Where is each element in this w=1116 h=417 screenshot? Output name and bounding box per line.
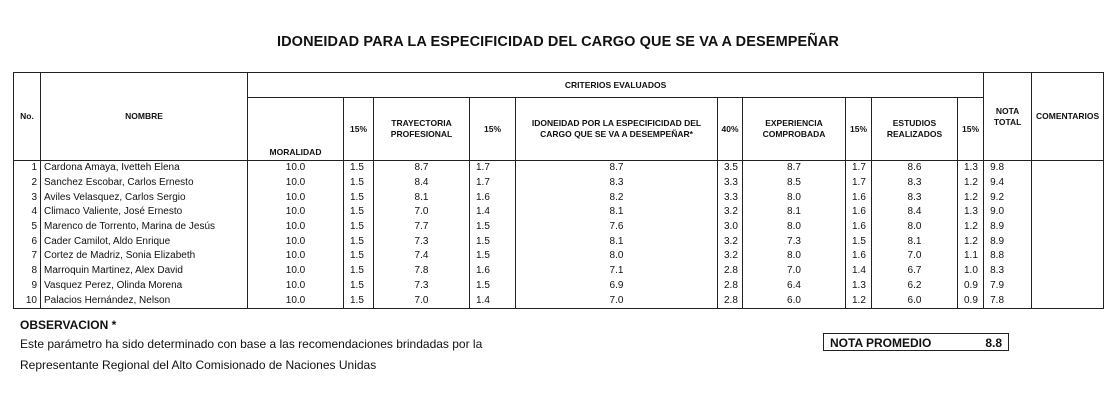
score-trayectoria: 7.3: [374, 234, 470, 249]
candidate-name: Aviles Velasquez, Carlos Sergio: [41, 190, 248, 205]
weighted-trayectoria: 1.6: [470, 190, 516, 205]
score-moralidad: 10.0: [248, 190, 344, 205]
weighted-estudios: 0.9: [958, 279, 984, 294]
score-moralidad: 10.0: [248, 293, 344, 308]
weighted-estudios: 1.0: [958, 264, 984, 279]
weighted-moralidad: 1.5: [344, 161, 374, 176]
row-number: 8: [14, 264, 41, 279]
score-moralidad: 10.0: [248, 161, 344, 176]
score-estudios: 6.7: [872, 264, 958, 279]
score-experiencia: 7.0: [743, 264, 846, 279]
nota-total: 9.8: [984, 161, 1032, 176]
header-nombre: NOMBRE: [41, 73, 248, 161]
comentario: [1032, 293, 1104, 308]
nota-total: 9.4: [984, 176, 1032, 191]
weighted-moralidad: 1.5: [344, 249, 374, 264]
weighted-trayectoria: 1.5: [470, 220, 516, 235]
candidate-name: Cader Camilot, Aldo Enrique: [41, 234, 248, 249]
score-trayectoria: 7.4: [374, 249, 470, 264]
header-no: No.: [14, 73, 41, 161]
score-estudios: 6.2: [872, 279, 958, 294]
comentario: [1032, 161, 1104, 176]
weighted-estudios: 1.3: [958, 161, 984, 176]
score-moralidad: 10.0: [248, 176, 344, 191]
evaluation-table: [13, 72, 1104, 309]
document-title: IDONEIDAD PARA LA ESPECIFICIDAD DEL CARGO QUE SE VA A DESEMPEÑAR: [276, 34, 839, 50]
weighted-idoneidad: 2.8: [718, 279, 743, 294]
weighted-trayectoria: 1.5: [470, 234, 516, 249]
weighted-experiencia: 1.2: [846, 293, 872, 308]
score-trayectoria: 7.3: [374, 279, 470, 294]
weighted-estudios: 1.2: [958, 234, 984, 249]
row-number: 10: [14, 293, 41, 308]
score-estudios: 8.0: [872, 220, 958, 235]
row-number: 2: [14, 176, 41, 191]
weighted-trayectoria: 1.4: [470, 205, 516, 220]
score-idoneidad: 8.1: [516, 234, 718, 249]
weighted-experiencia: 1.6: [846, 190, 872, 205]
row-number: 5: [14, 220, 41, 235]
nota-promedio-box: [823, 333, 1009, 351]
score-experiencia: 6.0: [743, 293, 846, 308]
score-experiencia: 8.0: [743, 220, 846, 235]
weighted-moralidad: 1.5: [344, 220, 374, 235]
row-number: 7: [14, 249, 41, 264]
header-experiencia: EXPERIENCIA COMPROBADA: [743, 98, 846, 161]
candidate-name: Marroquin Martinez, Alex David: [41, 264, 248, 279]
weighted-estudios: 1.2: [958, 176, 984, 191]
weighted-experiencia: 1.5: [846, 234, 872, 249]
score-experiencia: 8.1: [743, 205, 846, 220]
weighted-experiencia: 1.6: [846, 249, 872, 264]
comentario: [1032, 176, 1104, 191]
score-idoneidad: 8.3: [516, 176, 718, 191]
nota-total: 7.9: [984, 279, 1032, 294]
weighted-trayectoria: 1.5: [470, 249, 516, 264]
observacion-line-2: Representante Regional del Alto Comisionado de Naciones Unidas: [20, 358, 377, 372]
score-trayectoria: 7.8: [374, 264, 470, 279]
score-trayectoria: 7.0: [374, 205, 470, 220]
candidate-name: Climaco Valiente, José Ernesto: [41, 205, 248, 220]
score-idoneidad: 8.2: [516, 190, 718, 205]
score-moralidad: 10.0: [248, 249, 344, 264]
weighted-idoneidad: 3.5: [718, 161, 743, 176]
candidate-name: Sanchez Escobar, Carlos Ernesto: [41, 176, 248, 191]
table-row: [14, 205, 1104, 220]
header-pct-experiencia: 15%: [846, 98, 872, 161]
nota-total: 8.8: [984, 249, 1032, 264]
weighted-trayectoria: 1.7: [470, 176, 516, 191]
table-row: [14, 161, 1104, 176]
comentario: [1032, 264, 1104, 279]
row-number: 9: [14, 279, 41, 294]
weighted-experiencia: 1.4: [846, 264, 872, 279]
score-moralidad: 10.0: [248, 220, 344, 235]
header-pct-idoneidad: 40%: [718, 98, 743, 161]
score-experiencia: 8.0: [743, 190, 846, 205]
score-moralidad: 10.0: [248, 234, 344, 249]
score-estudios: 8.4: [872, 205, 958, 220]
score-idoneidad: 8.7: [516, 161, 718, 176]
score-experiencia: 8.5: [743, 176, 846, 191]
nota-total: 8.3: [984, 264, 1032, 279]
score-idoneidad: 7.1: [516, 264, 718, 279]
candidate-name: Cardona Amaya, Ivetteh Elena: [41, 161, 248, 176]
observacion-line-1: Este parámetro ha sido determinado con base a las recomendaciones brindadas por la: [20, 337, 483, 351]
nota-promedio-value: 8.8: [985, 336, 1002, 350]
header-pct-trayectoria: 15%: [470, 98, 516, 161]
table-row: [14, 220, 1104, 235]
table-row: [14, 176, 1104, 191]
weighted-moralidad: 1.5: [344, 264, 374, 279]
candidate-name: Vasquez Perez, Olinda Morena: [41, 279, 248, 294]
score-estudios: 8.3: [872, 176, 958, 191]
header-nota-total: NOTA TOTAL: [984, 73, 1032, 161]
table-row: [14, 190, 1104, 205]
weighted-trayectoria: 1.5: [470, 279, 516, 294]
score-idoneidad: 8.1: [516, 205, 718, 220]
table-row: [14, 264, 1104, 279]
nota-total: 7.8: [984, 293, 1032, 308]
header-comentarios: COMENTARIOS: [1032, 73, 1104, 161]
weighted-estudios: 1.3: [958, 205, 984, 220]
weighted-idoneidad: 2.8: [718, 293, 743, 308]
score-experiencia: 8.7: [743, 161, 846, 176]
table-row: [14, 293, 1104, 308]
weighted-idoneidad: 3.3: [718, 190, 743, 205]
nota-total: 8.9: [984, 220, 1032, 235]
weighted-estudios: 1.1: [958, 249, 984, 264]
score-experiencia: 6.4: [743, 279, 846, 294]
comentario: [1032, 279, 1104, 294]
candidate-name: Cortez de Madriz, Sonia Elizabeth: [41, 249, 248, 264]
weighted-trayectoria: 1.7: [470, 161, 516, 176]
weighted-idoneidad: 3.3: [718, 176, 743, 191]
score-experiencia: 7.3: [743, 234, 846, 249]
weighted-moralidad: 1.5: [344, 279, 374, 294]
nota-promedio-label: NOTA PROMEDIO: [830, 336, 932, 350]
comentario: [1032, 190, 1104, 205]
score-trayectoria: 7.0: [374, 293, 470, 308]
score-trayectoria: 8.4: [374, 176, 470, 191]
weighted-estudios: 0.9: [958, 293, 984, 308]
score-idoneidad: 7.0: [516, 293, 718, 308]
weighted-idoneidad: 3.2: [718, 205, 743, 220]
score-trayectoria: 7.7: [374, 220, 470, 235]
header-trayectoria: TRAYECTORIA PROFESIONAL: [374, 98, 470, 161]
table-row: [14, 249, 1104, 264]
nota-total: 8.9: [984, 234, 1032, 249]
weighted-experiencia: 1.7: [846, 161, 872, 176]
weighted-moralidad: 1.5: [344, 176, 374, 191]
nota-total: 9.0: [984, 205, 1032, 220]
table-row: [14, 234, 1104, 249]
weighted-idoneidad: 3.0: [718, 220, 743, 235]
comentario: [1032, 220, 1104, 235]
observacion-title: OBSERVACION *: [20, 318, 117, 332]
weighted-experiencia: 1.3: [846, 279, 872, 294]
score-estudios: 8.1: [872, 234, 958, 249]
weighted-moralidad: 1.5: [344, 205, 374, 220]
score-estudios: 8.6: [872, 161, 958, 176]
header-idoneidad: IDONEIDAD POR LA ESPECIFICIDAD DEL CARGO QUE SE VA A DESEMPEÑAR*: [516, 98, 718, 161]
score-estudios: 6.0: [872, 293, 958, 308]
comentario: [1032, 205, 1104, 220]
score-trayectoria: 8.7: [374, 161, 470, 176]
row-number: 3: [14, 190, 41, 205]
header-pct-estudios: 15%: [958, 98, 984, 161]
score-idoneidad: 6.9: [516, 279, 718, 294]
header-estudios: ESTUDIOS REALIZADOS: [872, 98, 958, 161]
score-idoneidad: 7.6: [516, 220, 718, 235]
score-experiencia: 8.0: [743, 249, 846, 264]
row-number: 1: [14, 161, 41, 176]
score-estudios: 8.3: [872, 190, 958, 205]
comentario: [1032, 234, 1104, 249]
score-moralidad: 10.0: [248, 205, 344, 220]
header-criterios: CRITERIOS EVALUADOS: [248, 73, 984, 98]
score-moralidad: 10.0: [248, 279, 344, 294]
weighted-moralidad: 1.5: [344, 293, 374, 308]
weighted-moralidad: 1.5: [344, 234, 374, 249]
weighted-experiencia: 1.6: [846, 205, 872, 220]
table-row: [14, 279, 1104, 294]
nota-total: 9.2: [984, 190, 1032, 205]
weighted-idoneidad: 3.2: [718, 249, 743, 264]
row-number: 6: [14, 234, 41, 249]
weighted-estudios: 1.2: [958, 190, 984, 205]
weighted-experiencia: 1.6: [846, 220, 872, 235]
comentario: [1032, 249, 1104, 264]
header-moralidad: MORALIDAD: [248, 98, 344, 161]
weighted-idoneidad: 2.8: [718, 264, 743, 279]
header-pct-moralidad: 15%: [344, 98, 374, 161]
row-number: 4: [14, 205, 41, 220]
weighted-trayectoria: 1.4: [470, 293, 516, 308]
weighted-idoneidad: 3.2: [718, 234, 743, 249]
weighted-estudios: 1.2: [958, 220, 984, 235]
weighted-experiencia: 1.7: [846, 176, 872, 191]
candidate-name: Marenco de Torrento, Marina de Jesús: [41, 220, 248, 235]
score-estudios: 7.0: [872, 249, 958, 264]
score-trayectoria: 8.1: [374, 190, 470, 205]
candidate-name: Palacios Hernández, Nelson: [41, 293, 248, 308]
weighted-trayectoria: 1.6: [470, 264, 516, 279]
score-idoneidad: 8.0: [516, 249, 718, 264]
score-moralidad: 10.0: [248, 264, 344, 279]
weighted-moralidad: 1.5: [344, 190, 374, 205]
